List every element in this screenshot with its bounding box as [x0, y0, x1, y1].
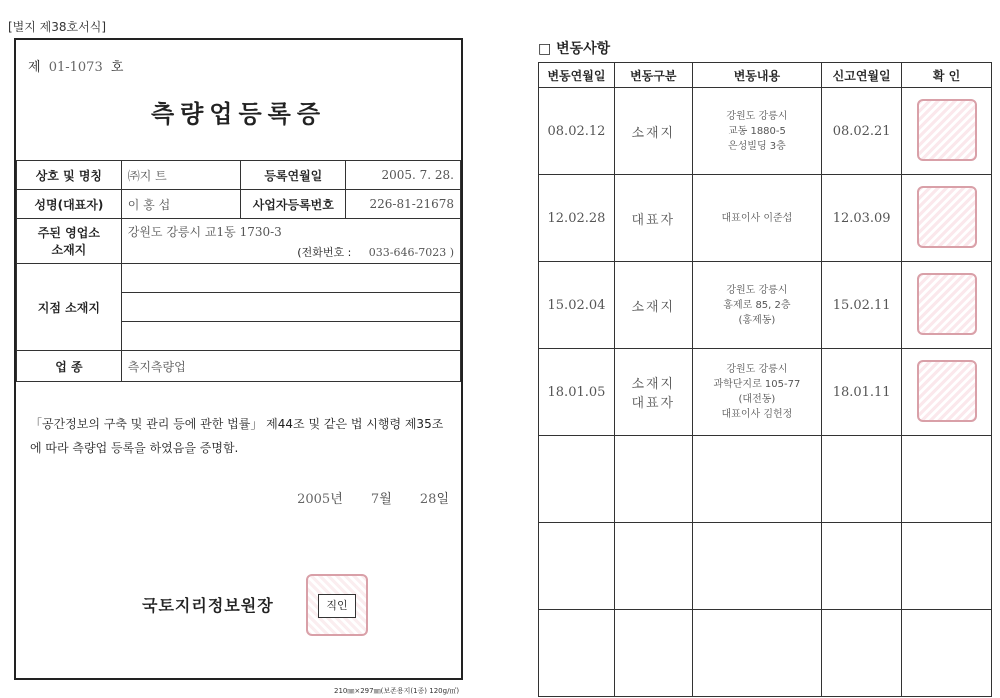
certificate-title: 측량업등록증 [150, 100, 327, 128]
report-date [822, 436, 902, 523]
change-date: 15.02.04 [539, 262, 615, 349]
report-date [822, 610, 902, 697]
law-statement [30, 412, 450, 460]
representative-label: 성명(대표자) [17, 190, 122, 219]
confirmation-stamp [917, 99, 977, 161]
issue-day-unit: 일 [436, 492, 449, 507]
change-content-line: (대전동) [738, 394, 776, 405]
confirmation-stamp [917, 186, 977, 248]
change-content [692, 175, 822, 262]
change-content-line: (홍제동) [738, 314, 776, 326]
business-label: 업 종 [17, 351, 122, 382]
business-value: 측지측량업 [121, 351, 460, 382]
address-label-line1: 주된 영업소 [37, 226, 100, 240]
change-content-line: 강원도 강릉시 [726, 364, 788, 375]
issue-year-unit: 년 [330, 492, 343, 507]
phone-label: (전화번호 : [297, 245, 352, 259]
company-value: ㈜지 트 [121, 161, 241, 190]
branch-row-1 [121, 264, 460, 293]
address-label [17, 219, 122, 264]
changes-section-title: □ 변동사항 [538, 41, 611, 57]
table-row [539, 175, 992, 262]
change-type [614, 262, 692, 349]
table-row [539, 262, 992, 349]
official-seal [306, 574, 368, 636]
change-date: 08.02.12 [539, 88, 615, 175]
issue-month: 7 [370, 492, 380, 507]
cert-number-prefix: 제 [28, 60, 41, 75]
cert-number-value: 01-1073 [48, 60, 103, 75]
confirm-cell [902, 523, 992, 610]
header-change-type: 변동구분 [614, 63, 692, 88]
confirm-cell [902, 436, 992, 523]
branch-row-3 [121, 322, 460, 351]
change-type [614, 349, 692, 436]
change-date: 12.02.28 [539, 175, 615, 262]
change-type [614, 436, 692, 523]
table-row [539, 88, 992, 175]
change-content [692, 88, 822, 175]
address-label-line2: 소재지 [51, 243, 87, 257]
confirmation-stamp [917, 360, 977, 422]
change-content-line: 대표이사 김헌정 [721, 409, 793, 420]
change-type [614, 610, 692, 697]
changes-header-row [539, 63, 992, 88]
change-content-line: 강원도 강릉시 [726, 110, 788, 122]
header-confirm: 확 인 [902, 63, 992, 88]
change-type-line: 대표자 [631, 212, 676, 228]
table-row [539, 523, 992, 610]
representative-value: 이 홍 섭 [121, 190, 241, 219]
branch-label: 지점 소재지 [17, 264, 122, 351]
change-content [692, 610, 822, 697]
change-content-line: 은성빌딩 3층 [727, 140, 786, 152]
address-value-cell [121, 219, 460, 264]
law-statement-line2: 에 따라 측량업 등록을 하였음을 증명함. [30, 441, 239, 455]
table-row [539, 349, 992, 436]
issue-date [297, 488, 449, 507]
table-row [539, 610, 992, 697]
report-date: 15.02.11 [822, 262, 902, 349]
change-content-line: 강원도 강릉시 [726, 284, 788, 296]
confirm-cell [902, 175, 992, 262]
table-row [539, 436, 992, 523]
certificate-box [14, 38, 463, 680]
change-type-line: 소재지 [631, 299, 676, 315]
law-statement-line1: 「공간정보의 구축 및 관리 등에 관한 법률」 제44조 및 같은 법 시행령 제35조 [30, 417, 444, 431]
header-report-date: 신고연월일 [822, 63, 902, 88]
change-type-line: 대표자 [631, 396, 676, 411]
branch-row-2 [121, 293, 460, 322]
change-type [614, 523, 692, 610]
issuer-name: 국토지리정보원장 [142, 596, 274, 615]
change-content-line: 교동 1880-5 [727, 125, 786, 137]
phone-line [128, 244, 454, 260]
confirm-cell [902, 262, 992, 349]
confirm-cell [902, 610, 992, 697]
change-content [692, 349, 822, 436]
change-type-line: 소재지 [631, 377, 676, 392]
issue-month-unit: 월 [379, 492, 392, 507]
issue-year: 2005 [297, 492, 331, 507]
report-date [822, 523, 902, 610]
header-change-content: 변동내용 [692, 63, 822, 88]
biz-no-value: 226-81-21678 [346, 190, 461, 219]
header-change-date: 변동연월일 [539, 63, 615, 88]
address-value: 강원도 강릉시 교1동 1730-3 [127, 224, 282, 239]
report-date: 08.02.21 [822, 88, 902, 175]
registration-info-table [16, 160, 461, 382]
change-content-line: 홍제로 85, 2층 [723, 299, 791, 311]
paper-spec-footnote: 210㎜×297㎜(보존용지(1종) 120g/㎡) [334, 687, 460, 695]
report-date: 18.01.11 [822, 349, 902, 436]
change-type-line: 소재지 [631, 125, 676, 141]
change-content-line: 대표이사 이준섭 [721, 212, 793, 224]
change-date [539, 610, 615, 697]
confirm-cell [902, 349, 992, 436]
reg-date-label: 등록연월일 [241, 161, 346, 190]
changes-table [538, 62, 992, 697]
seal-label: 직인 [318, 594, 356, 618]
company-label: 상호 및 명칭 [17, 161, 122, 190]
change-date [539, 523, 615, 610]
change-content [692, 523, 822, 610]
phone-close: ) [449, 245, 454, 259]
cert-number-suffix: 호 [110, 60, 124, 75]
form-label: [별지 제38호서식] [8, 20, 106, 34]
issue-day: 28 [419, 492, 437, 507]
phone-value: 033-646-7023 [368, 245, 447, 259]
change-content [692, 436, 822, 523]
biz-no-label: 사업자등록번호 [241, 190, 346, 219]
confirmation-stamp [917, 273, 977, 335]
change-type [614, 175, 692, 262]
report-date: 12.03.09 [822, 175, 902, 262]
confirm-cell [902, 88, 992, 175]
change-content [692, 262, 822, 349]
certificate-number [28, 56, 123, 75]
change-date [539, 436, 615, 523]
change-content-line: 과학단지로 105-77 [713, 379, 801, 390]
change-type [614, 88, 692, 175]
change-date: 18.01.05 [539, 349, 615, 436]
reg-date-value: 2005. 7. 28. [346, 161, 461, 190]
